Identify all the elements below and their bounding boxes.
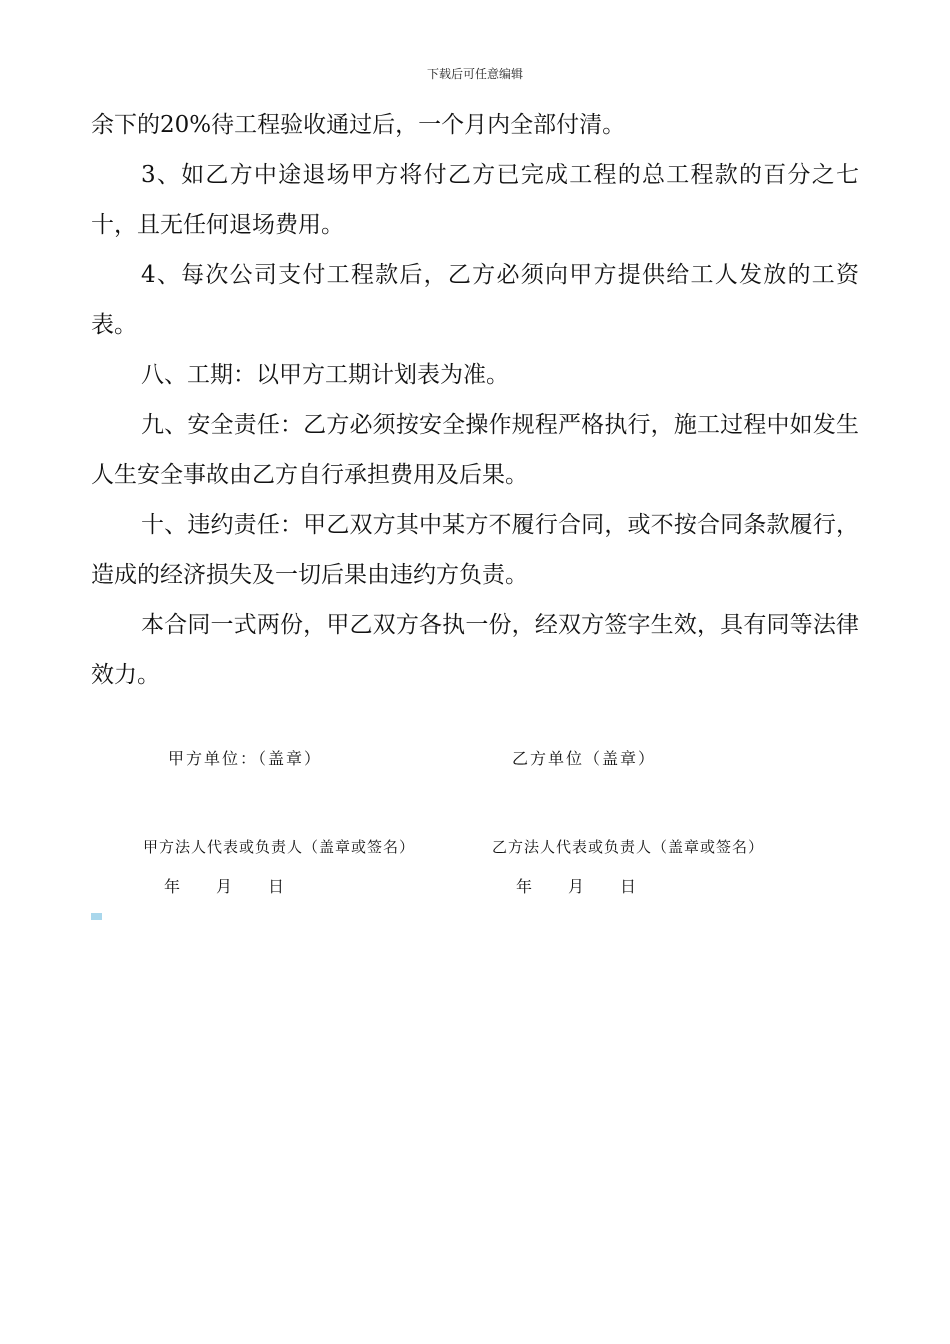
paragraph-payment-remainder: 余下的20%待工程验收通过后，一个月内全部付清。 [91, 112, 626, 138]
page-header: 下载后可任意编辑 [426, 67, 523, 81]
party-b-date-year: 年 [516, 877, 533, 896]
party-b-date-month: 月 [568, 877, 585, 896]
paragraph-breach: 十、违约责任：甲乙双方其中某方不履行合同，或不按合同条款履行，造成的经济损失及一切后果由违约方负责。 [91, 512, 859, 588]
party-b-unit-label: 乙方单位（盖章） [512, 749, 657, 768]
party-b-representative-label: 乙方法人代表或负责人（盖章或签名） [492, 838, 765, 856]
party-a-representative-label: 甲方法人代表或负责人（盖章或签名） [143, 838, 416, 856]
paragraph-safety: 九、安全责任：乙方必须按安全操作规程严格执行，施工过程中如发生人生安全事故由乙方自行承担费用及后果。 [91, 412, 859, 488]
paragraph-copies: 本合同一式两份，甲乙双方各执一份，经双方签字生效，具有同等法律效力。 [91, 612, 859, 688]
paragraph-payroll: 4、每次公司支付工程款后，乙方必须向甲方提供给工人发放的工资表。 [91, 262, 859, 338]
party-a-date-month: 月 [216, 877, 233, 896]
party-a-date-day: 日 [268, 877, 285, 896]
paragraph-early-exit: 3、如乙方中途退场甲方将付乙方已完成工程的总工程款的百分之七十，且无任何退场费用。 [91, 162, 859, 238]
party-b-date-day: 日 [620, 877, 637, 896]
party-a-date [164, 876, 320, 898]
party-a-date-year: 年 [164, 877, 181, 896]
corner-mark [91, 913, 102, 920]
paragraph-schedule: 八、工期：以甲方工期计划表为准。 [141, 362, 509, 388]
contract-body [91, 100, 859, 700]
party-b-date [516, 876, 672, 898]
party-a-unit-label: 甲方单位：（盖章） [168, 749, 323, 768]
